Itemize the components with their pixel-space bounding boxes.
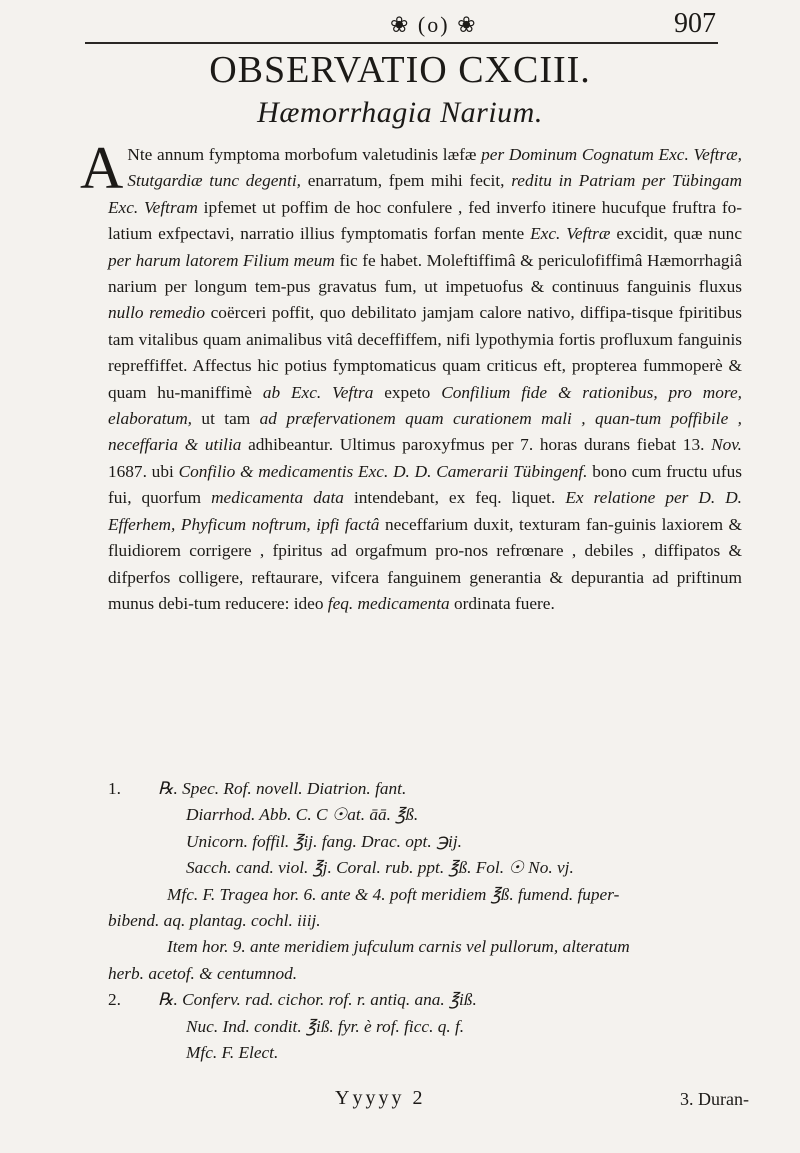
recipe-text: bibend. aq. plantag. cochl. iiij.: [108, 911, 321, 931]
recipe-text: Mfc. F. Tragea hor. 6. ante & 4. poft meridiem ℥ß. fumend. fuper-: [167, 884, 620, 904]
recipe-line: [108, 829, 748, 855]
recipe-line: [108, 802, 748, 828]
italic-run: Confilium fide & rationibus, pro more, elaboratum,: [108, 382, 742, 429]
italic-run: Confilio & medicamentis Exc. D. D. Camerarii Tübingenf.: [178, 461, 588, 481]
recipe-text: Diarrhod. Abb. C. C ☉at. āā. ℥ß.: [186, 805, 419, 825]
paragraph-text: [108, 145, 742, 613]
recipe-text: Item hor. 9. ante meridiem jufculum carnis vel pullorum, alteratum: [167, 937, 630, 957]
recipe-line: [108, 855, 748, 881]
recipe-line: [108, 934, 748, 960]
italic-run: per Dominum Cognatum Exc. Veftræ, Stutgardiæ tunc degenti,: [127, 145, 742, 191]
italic-run: ad præfervationem quam curationem mali , quan-tum poffibile , neceffaria & utilia: [108, 409, 742, 455]
recipe-text: ℞. Conferv. rad. cichor. rof. r. antiq. ana. ℥iß.: [158, 990, 477, 1010]
recipe-text: herb. acetof. & centumnod.: [108, 963, 298, 983]
italic-run: nullo remedio: [108, 303, 206, 323]
italic-run: Ex relatione per D. D. Efferhem, Phyficum noftrum, ipfi factâ: [108, 488, 742, 534]
text-run: ipfemet ut poffim de hoc confulere , fed inverfo itinere hucufque fruftra fo-latium exfpectavi, narratio illius fymptomatis forfan mente: [108, 197, 743, 244]
text-run: bono cum fructu ufus fui, quorfum: [108, 461, 742, 508]
italic-run: per harum latorem Filium meum: [108, 250, 335, 270]
text-run: intendebant, ex feq. liquet.: [343, 488, 566, 508]
recipe-line: [108, 908, 748, 934]
recipe-line: [108, 1014, 748, 1040]
text-run: excidit, quæ nunc: [610, 224, 742, 244]
text-run: ut tam: [192, 409, 260, 429]
text-run: fic fe habet. Moleftiffimâ & periculofiffimâ Hæmorrhagiâ narium per longum tem-pus gravatus fum, ut impetuofus & continuus fanguinis fluxus: [108, 250, 742, 297]
observation-subtitle: Hæmorrhagia Narium.: [257, 96, 543, 129]
recipe-line: [108, 961, 748, 987]
italic-run: Exc. Veftræ: [530, 224, 611, 244]
recipe-line: [108, 776, 748, 802]
signature-mark: Yyyyy 2: [335, 1087, 426, 1109]
italic-run: ab Exc. Veftra: [262, 382, 374, 402]
recipe-text: ℞. Spec. Rof. novell. Diatrion. fant.: [158, 779, 407, 798]
italic-run: reditu in Patriam per Tübingam Exc. Veftram: [108, 171, 743, 217]
text-run: coërceri poffit, quo debilitato jamjam calore nativo, diffipa-tisque fpiritibus tam vitalibus quam animalibus vitâ deceffiffem, nifi lypothymia fortis profluxum fanguinis repreffiffet. Affectus hic potius fymptomaticus quam criticus eft, propterea fummoperè & quam hu-maniffimè: [108, 303, 742, 402]
recipe-number: 1.: [108, 779, 121, 798]
italic-run: Nov.: [711, 435, 742, 455]
header-ornament: ❀ (o) ❀: [390, 12, 478, 37]
observation-title: OBSERVATIO CXCIII.: [209, 49, 591, 91]
drop-cap: A: [80, 135, 124, 201]
prescriptions: [108, 776, 748, 1066]
text-run: adhibeantur. Ultimus paroxyfmus per 7. horas durans fiebat 13.: [241, 435, 712, 455]
recipe-text: Sacch. cand. viol. ℥j. Coral. rub. ppt. ℥ß. Fol. ☉ No. vj.: [186, 858, 574, 878]
recipe-text: Unicorn. foffil. ℥ij. fang. Drac. opt. ℈ij.: [186, 831, 462, 851]
running-header: [85, 4, 718, 44]
italic-run: feq. medicamenta: [327, 593, 450, 613]
italic-run: medicamenta data: [211, 488, 344, 508]
text-run: 1687. ubi: [108, 461, 179, 481]
recipe-line: [108, 987, 748, 1013]
recipe-line: [108, 882, 748, 908]
text-run: neceffarium duxit, texturam fan-guinis laxiorem & fluidiorem corrigere , fpiritus ad orgafmum pro-nos refrœnare , debiles , diffipatos & difperfos colligere, reftaurare, vifcera fanguinem generantia & depurantia ad priftinum munus debi-tum reducere: ideo: [108, 514, 743, 613]
page-number: 907: [674, 8, 716, 39]
main-paragraph: [80, 135, 743, 617]
text-run: expeto: [373, 382, 442, 402]
recipe-text: Mfc. F. Elect.: [186, 1043, 279, 1063]
catchword: 3. Duran-: [680, 1089, 749, 1109]
text-run: Nte annum fymptoma morbofum valetudinis læfæ: [127, 145, 482, 164]
recipe-number: 2.: [108, 990, 121, 1010]
text-run: ordinata fuere.: [449, 593, 555, 613]
text-run: enarratum, fpem mihi fecit,: [300, 171, 512, 191]
recipe-line: [108, 1040, 748, 1066]
recipe-text: Nuc. Ind. condit. ℥iß. fyr. è rof. ficc. q. f.: [186, 1016, 465, 1036]
